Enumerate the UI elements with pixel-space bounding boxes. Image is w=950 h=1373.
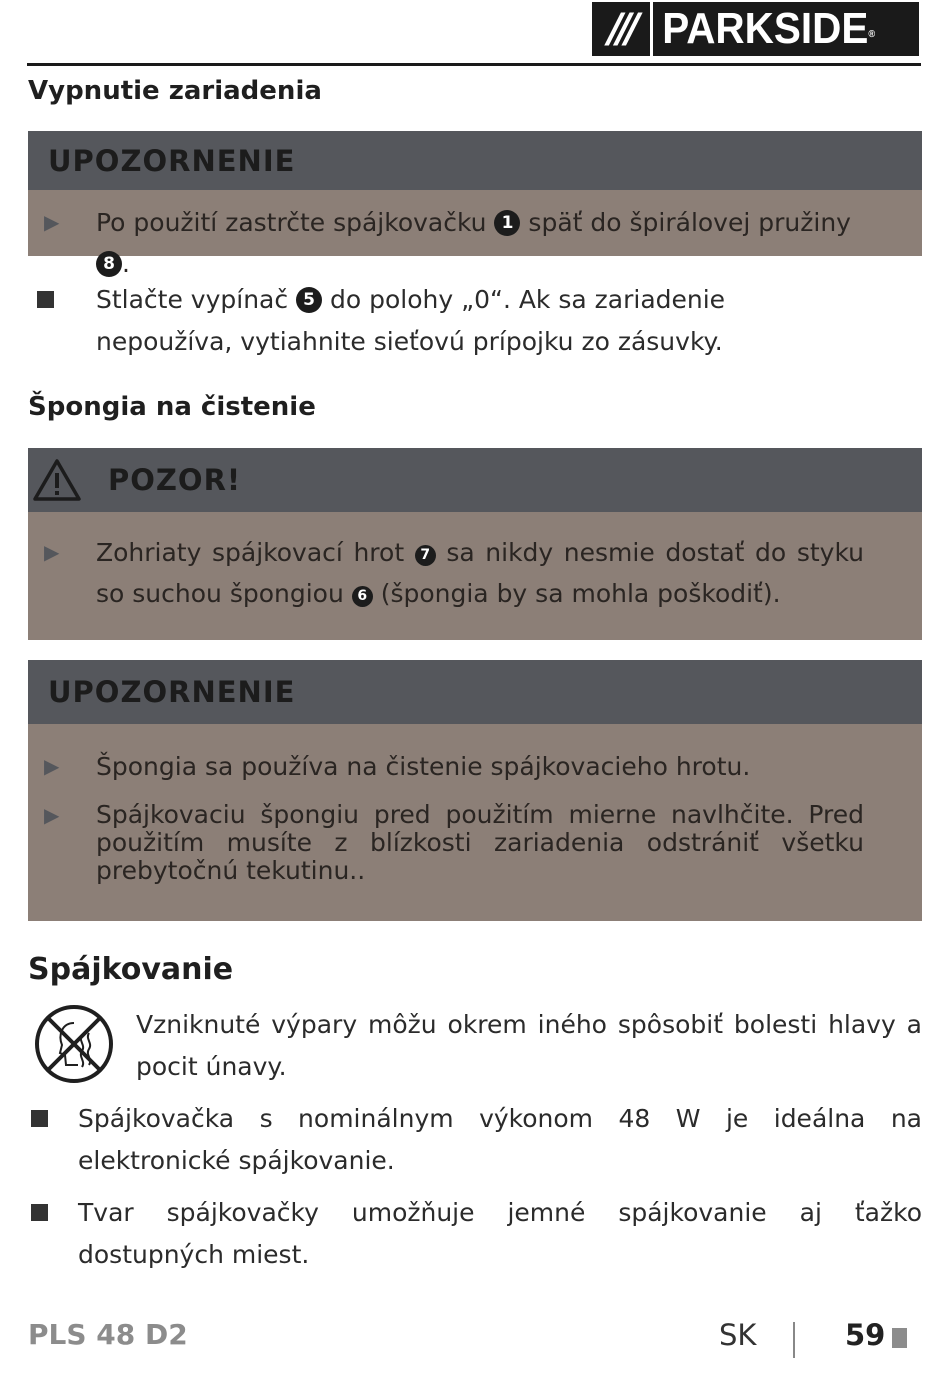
notice-header: UPOZORNENIE <box>28 660 922 724</box>
text-part: sa nikdy nesmie dostať do styku so suchou špongiou <box>96 538 864 608</box>
part-number-badge: 7 <box>415 545 436 566</box>
logo-wordmark <box>653 2 875 56</box>
text-part: Stlačte vypínač <box>96 285 297 314</box>
notice-item <box>28 202 922 284</box>
warning-header <box>28 448 922 512</box>
text-part: Zohriaty spájkovací hrot <box>96 538 415 567</box>
notice-item <box>28 746 922 787</box>
notice-box-switch-off <box>28 131 922 278</box>
warning-triangle-icon <box>32 458 82 502</box>
warning-label: POZOR! <box>108 463 242 497</box>
section-title-soldering: Spájkovanie <box>28 952 234 987</box>
notice-item-text: Špongia sa používa na čistenie spájkovacieho hrotu. <box>96 752 751 781</box>
notice-item <box>28 801 922 885</box>
notice-body <box>28 724 922 921</box>
no-fumes-icon <box>32 1003 116 1085</box>
text-part: späť do špirálovej pružiny <box>520 208 851 237</box>
footer-square-icon <box>892 1328 907 1348</box>
section-title-sponge: Špongia na čistenie <box>28 392 316 422</box>
footer-language: SK <box>719 1318 757 1352</box>
arrow-right-icon: ▶ <box>44 754 60 778</box>
logo-registered-mark: ® <box>868 29 876 40</box>
warning-body <box>28 512 922 640</box>
arrow-right-icon: ▶ <box>44 540 60 564</box>
soldering-bullet: Tvar spájkovačky umožňuje jemné spájkovanie aj ťažko dostupných miest. <box>78 1198 922 1269</box>
arrow-right-icon: ▶ <box>44 803 60 827</box>
text-part: do polohy „0“. Ak sa zariadenie nepoužíva, vytiahnite sieťovú prípojku zo zásuvky. <box>96 285 726 356</box>
footer-model: PLS 48 D2 <box>28 1318 188 1351</box>
section-title-switch-off: Vypnutie zariadenia <box>28 76 322 106</box>
notice-item-text: Spájkovaciu špongiu pred použitím mierne navlhčite. Pred použitím musíte z blízkosti zariadenia odstrániť všetku prebytočnú tekutinu.. <box>96 800 864 885</box>
header-rule <box>27 63 921 66</box>
notice-header: UPOZORNENIE <box>28 131 922 190</box>
warning-item <box>28 532 922 614</box>
square-bullet-icon <box>31 1110 48 1127</box>
notice-item-text <box>96 202 922 284</box>
square-bullet-icon <box>37 291 54 308</box>
text-part: Po použití zastrčte spájkovačku <box>96 208 495 237</box>
warning-box-sponge <box>28 448 922 640</box>
soldering-bullet: Spájkovačka s nominálnym výkonom 48 W je ideálna na elektronické spájkovanie. <box>78 1104 922 1175</box>
page-number: 59 <box>845 1318 886 1352</box>
footer-divider <box>793 1322 795 1358</box>
parkside-logo <box>592 2 919 56</box>
logo-slashes: /// <box>592 2 653 56</box>
arrow-right-icon: ▶ <box>44 210 60 234</box>
text-part: (špongia by sa mohla poškodiť). <box>372 579 781 608</box>
text-part: . <box>122 249 130 278</box>
switch-off-step <box>96 279 866 363</box>
warning-item-text <box>96 532 922 614</box>
notice-box-sponge <box>28 660 922 921</box>
part-number-badge: 8 <box>96 251 122 277</box>
part-number-badge: 5 <box>296 287 322 313</box>
part-number-badge: 1 <box>494 210 520 236</box>
square-bullet-icon <box>31 1204 48 1221</box>
notice-body <box>28 190 922 278</box>
fumes-warning-text: Vzniknuté výpary môžu okrem iného spôsobiť bolesti hlavy a pocit únavy. <box>136 1010 922 1081</box>
logo-name: PARKSIDE <box>662 4 869 53</box>
part-number-badge: 6 <box>352 586 373 607</box>
